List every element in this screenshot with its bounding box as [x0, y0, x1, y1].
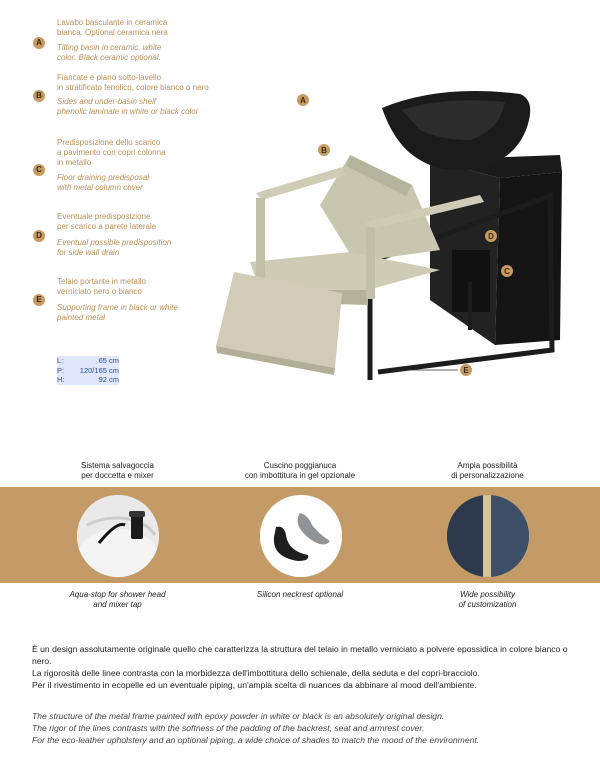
feature-a-badge: A: [33, 37, 45, 49]
callout-a: [297, 94, 309, 106]
feature-b-badge: B: [33, 90, 45, 102]
dimension-row: L: 65 cm: [57, 356, 119, 365]
shampoo-chair-illustration: [212, 80, 600, 400]
dimension-row: H: 92 cm: [57, 375, 119, 384]
neckrest-photo: [260, 495, 342, 577]
callout-e: [460, 364, 472, 376]
description-english: The structure of the metal frame painted with epoxy powder in white or black is an absolutely original design. The rigor of the lines contrasts with the softness of the padding of the backrest, seat and armrest cover. For the eco-leather upholstery and an optional piping, a wide choice of shades to match the mood of the environment.: [32, 711, 480, 745]
option-caption-customization: Ampia possibilità di personalizzazione: [451, 461, 524, 480]
dimensions-table: [57, 356, 119, 385]
option-subcaption-neckrest: Silicon neckrest optional: [256, 590, 344, 599]
feature-e-it: Telaio portante in metallo verniciato nero o bianco: [57, 277, 146, 296]
option-subcaption-aquastop: Aqua-stop for shower head and mixer tap: [69, 590, 166, 609]
svg-text:D: D: [488, 232, 494, 241]
customization-photo: [447, 495, 529, 577]
feature-c-badge: C: [33, 164, 45, 176]
callout-c: [501, 265, 513, 277]
feature-b-it: Fiancate e piano sotto-lavello in stratificato fenolico, colore bianco o nero: [57, 73, 209, 92]
feature-e-badge: E: [33, 294, 45, 306]
option-caption-neckrest: Cuscino poggianuca con imbottitura in gel opzionale: [244, 461, 356, 480]
feature-c-it: Predisposizione dello scarico a pavimento con copri colonna in metallo: [57, 138, 166, 167]
svg-text:C: C: [504, 267, 510, 276]
callout-b: [318, 144, 330, 156]
aquastop-photo: [77, 495, 159, 577]
feature-b-en: Sides and under-basin shelf phenolic laminate in white or black color: [57, 97, 199, 116]
callout-d: [485, 230, 497, 242]
feature-d-it: Eventuale predisposizione per scarico a parete laterale: [57, 212, 157, 231]
svg-text:E: E: [463, 366, 469, 375]
feature-a-en: Tilting basin in ceramic, white color. Black ceramic optional.: [57, 43, 162, 62]
description-italian: È un design assolutamente originale quello che caratterizza la struttura del telaio in metallo verniciato a polvere epossidica in colore bianco o nero. La rigorosità delle linee contrasta con la morbidezza dell'imbottitura dello schienale, della seduta e del copri-bracciolo. Per il rivestimento in ecopelle ed un eventuale piping, un'ampia scelta di nuances da abbinare al mood dell'ambiente.: [32, 644, 568, 690]
dimension-row: P: 120/165 cm: [57, 365, 119, 375]
feature-c-en: Floor draining predisposal with metal column cover: [57, 173, 150, 192]
feature-d-en: Eventual possible predisposition for side wall drain: [57, 238, 172, 257]
svg-text:B: B: [321, 146, 327, 155]
feature-a-it: Lavabo basculante in ceramica bianca. Optional ceramica nera: [57, 18, 168, 37]
feature-d-badge: D: [33, 230, 45, 242]
svg-text:A: A: [300, 96, 306, 105]
option-caption-aquastop: Sistema salvagoccia per doccetta e mixer: [81, 461, 154, 480]
feature-e-en: Supporting frame in black or white painted metal: [57, 303, 178, 322]
option-subcaption-customization: Wide possibility of customization: [458, 590, 517, 609]
